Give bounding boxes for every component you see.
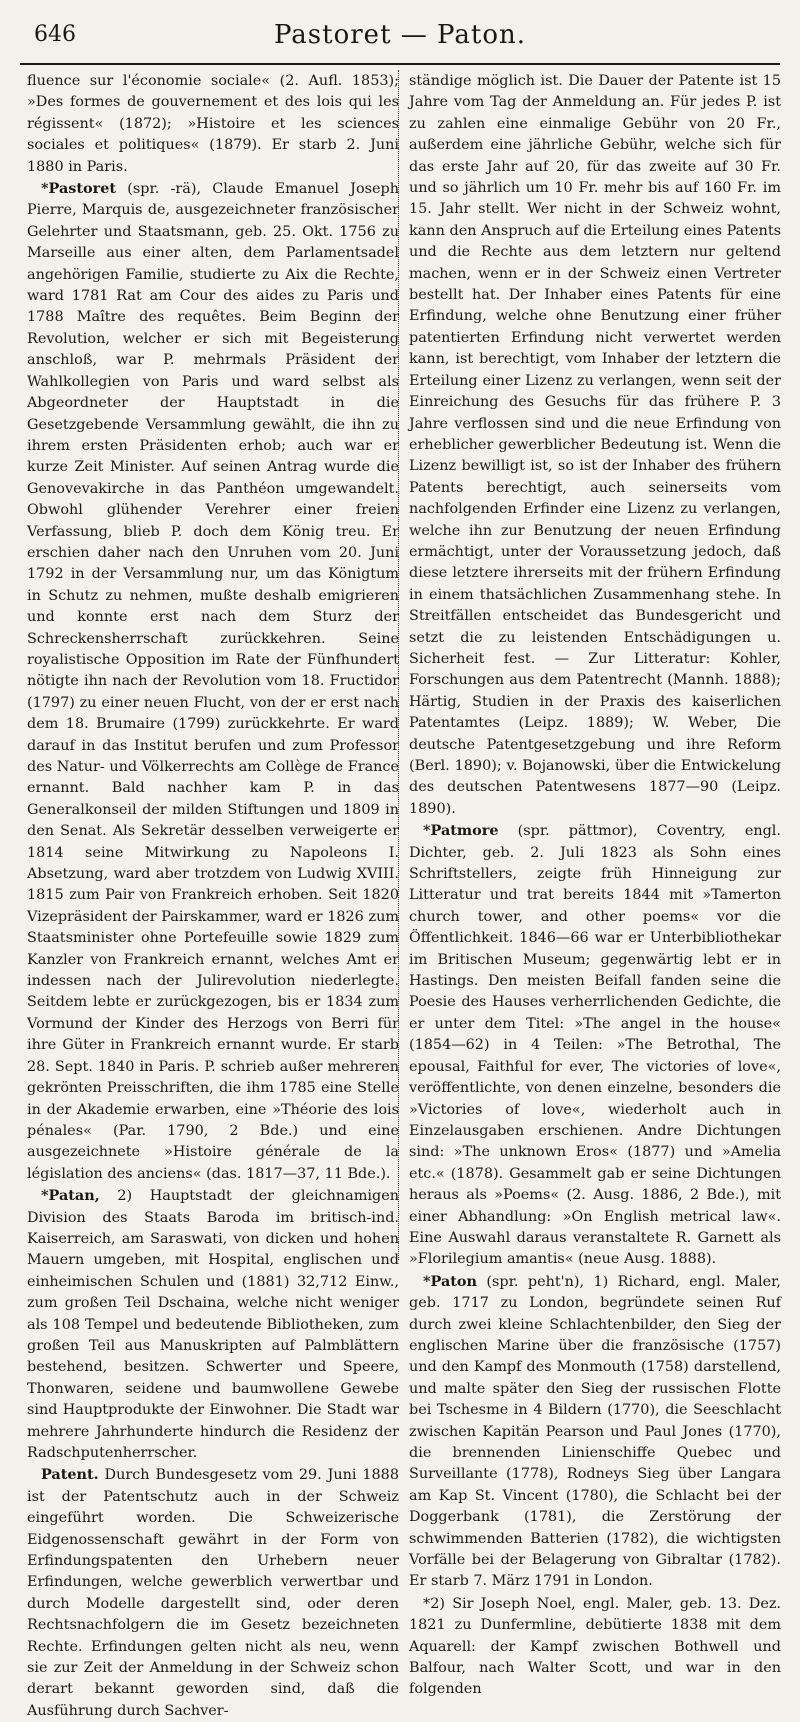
entry-text: (spr. pättmor), Coventry, engl. Dichter, geb. 2. Juli 1823 als Sohn eines Schriftstellers, zeigte früh Hinneigung zur Litteratur und trat bereits 1844 mit »Tamerton church tower, and other poems« vor die Öffentlichkeit. 1846—66 war er Unterbibliothekar im Britischen Museum; gegenwärtig lebt er in Hastings. Den meisten Beifall fanden seine die Poesie des Hauses verherrlichenden Gedichte, die er unter dem Titel: »The angel in the house« (1854—62) in 4 Teilen: »The Betrothal, The epousal, Faithful for ever, The victories of love«, veröffentlichte, von denen einzelne, besonders die »Victories of love«, wiederholt auch in Einzelausgaben erschienen. Andre Dichtungen sind: »The unknown Eros« (1877) und »Amelia etc.« (1878). Gesammelt gab er seine Dichtungen heraus als »Poems« (2. Ausg. 1886, 2 Bde.), mit einer Abhandlung: »On English metrical law«. Eine Auswahl daraus veranstaltete R. Garnett als »Florilegium amantis« (neue Ausg. 1888). <box>409 823 781 1268</box>
entry-fluence-continuation <box>27 70 399 178</box>
entry-paton-joseph-noel <box>409 1593 781 1701</box>
entry-headword: *Patmore <box>423 822 499 840</box>
entry-text: fluence sur l'économie sociale« (2. Aufl. 1853); »Des formes de gouvernement et des lois qui les régissent« (1872); »Histoire et les sciences sociales et politiques« (1879). Er starb 2. Juni 1880 in Paris. <box>27 73 399 175</box>
entry-text: (spr. peht'n), 1) Richard, engl. Maler, geb. 1717 zu London, begründete seinen Ruf durch zwei kleine Schlachtenbilder, den Sieg der englischen Marine über die französische (1757) und den Kampf des Monmouth (1758) darstellend, und malte später den Sieg der russischen Flotte bei Tschesme in 4 Bildern (1770), die Seeschlacht zwischen Kapitän Pearson und Paul Jones (1770), die brennenden Linienschiffe Quebec und Surveillante (1778), Rodneys Sieg über Langara am Kap St. Vincent (1780), die Schlacht bei der Doggerbank (1781), die Zerstörung der schwimmenden Batterien (1782), die wichtigsten Vorfälle bei der Belagerung von Gibraltar (1782). Er starb 7. März 1791 in London. <box>409 1273 781 1590</box>
entry-headword: *Paton <box>423 1272 477 1290</box>
header-rule <box>20 63 780 65</box>
entry-headword: *Patan, <box>41 1187 100 1205</box>
entry-patan <box>27 1185 399 1464</box>
running-head: Pastoret — Paton. <box>273 20 526 50</box>
right-column <box>409 70 781 1701</box>
entry-patent-continuation <box>409 70 781 820</box>
entry-text: 2) Hauptstadt der gleichnamigen Division des Staats Baroda im britisch-ind. Kaiserreich, am Saraswati, von dicken und hohen Mauern umgeben, mit Hospital, englischen und einheimischen Schulen und (1881) 32,712 Einw., zum großen Teil Dschaina, welche nicht weniger als 108 Tempel und bedeutende Bibliotheken, zum großen Teil aus Manuskripten auf Palmblättern bestehend, besitzen. Schwerter und Speere, Thonwaren, seidene und baumwollene Gewebe sind Hauptprodukte der Einwohner. Die Stadt war mehrere Jahrhunderte hindurch die Residenz der Radschputenherrscher. <box>27 1188 399 1461</box>
entry-patmore <box>409 820 781 1271</box>
entry-paton-richard <box>409 1271 781 1593</box>
page-number: 646 <box>34 22 76 47</box>
entry-text: Durch Bundesgesetz vom 29. Juni 1888 ist der Patentschutz auch in der Schweiz eingeführt worden. Die Schweizerische Eidgenossenschaft gewährt in der Form von Erfindungspatenten den Urhebern neuer Erfindungen, welche gewerblich verwertbar und durch Modelle dargestellt sind, oder deren Rechtsnachfolgern die im Gesetz bezeichneten Rechte. Erfindungen gelten nicht als neu, wenn sie zur Zeit der Anmeldung in der Schweiz schon derart bekannt geworden sind, daß die Ausführung durch Sachver- <box>27 1467 399 1719</box>
entry-headword: *Pastoret <box>41 180 117 198</box>
entry-text: ständige möglich ist. Die Dauer der Patente ist 15 Jahre vom Tag der Anmeldung an. Für jedes P. ist zu zahlen eine einmalige Gebühr von 20 Fr., außerdem eine jährliche Gebühr, welche sich für das erste Jahr auf 20, für das zweite auf 30 Fr. und so jährlich um 10 Fr. mehr bis auf 160 Fr. im 15. Jahr stellt. Wer nicht in der Schweiz wohnt, kann den Anspruch auf die Erteilung eines Patents und die Rechte aus dem letztern nur geltend machen, wenn er in der Schweiz einen Vertreter bestellt hat. Der Inhaber eines Patents für eine Erfindung, welche ohne Benutzung einer früher patentierten Erfindung nicht verwertet werden kann, ist berechtigt, vom Inhaber der letztern die Erteilung einer Lizenz zu verlangen, wenn seit der Einreichung des Gesuchs für das frühere P. 3 Jahre verflossen sind und die neue Erfindung von erheblicher gewerblicher Bedeutung ist. Wenn die Lizenz bewilligt ist, so ist der Inhaber des frühern Patents berechtigt, auch seinerseits vom nachfolgenden Erfinder eine Lizenz zu verlangen, welche ihn zur Benutzung der neuen Erfindung ermächtigt, unter der Voraussetzung jedoch, daß diese letztere ihrerseits mit der frühern Erfindung in einem thatsächlichen Zusammenhang stehe. In Streitfällen entscheidet das Bundesgericht und setzt die zu leistenden Entschädigungen u. Sicherheit fest. — Zur Litteratur: Kohler, Forschungen aus dem Patentrecht (Mannh. 1888); Härtig, Studien in der Praxis des kaiserlichen Patentamtes (Leipz. 1889); W. Weber, Die deutsche Patentgesetzgebung und ihre Reform (Berl. 1890); v. Bojanowski, über die Entwickelung des deutschen Patentwesens 1877—90 (Leipz. 1890). <box>409 73 781 817</box>
entry-pastoret <box>27 178 399 1185</box>
entry-text: (spr. -rä), Claude Emanuel Joseph Pierre, Marquis de, ausgezeichneter französischer Gelehrter und Staatsmann, geb. 25. Okt. 1756 zu Marseille aus einer alten, dem Parlamentsadel angehörigen Familie, studierte zu Aix die Rechte, ward 1781 Rat am Cour des aides zu Paris und 1788 Maître des requêtes. Beim Beginn der Revolution, welcher er sich mit Begeisterung anschloß, war P. mehrmals Präsident der Wahlkollegien von Paris und ward selbst als Abgeordneter der Hauptstadt in die Gesetzgebende Versammlung gewählt, die ihn zu ihrem ersten Präsidenten erhob; auch war er kurze Zeit Minister. Auf seinen Antrag wurde die Genovevakirche in das Panthéon umgewandelt. Obwohl glühender Verehrer einer freien Verfassung, blieb P. doch dem König treu. Er erschien daher nach den Unruhen vom 20. Juni 1792 in der Versammlung nur, um das Königtum in Schutz zu nehmen, mußte deshalb emigrieren und konnte erst nach dem Sturz der Schreckensherrschaft zurückkehren. Seine royalistische Opposition im Rate der Fünfhundert nötigte ihn nach der Revolution vom 18. Fructidor (1797) zu einer neuen Flucht, von der er erst nach dem 18. Brumaire (1799) zurückkehrte. Er ward darauf in das Institut berufen und zum Professor des Natur- und Völkerrechts am Collège de France ernannt. Bald nachher kam P. in das Generalkonseil der milden Stiftungen und 1809 in den Senat. Als Sekretär desselben verweigerte er 1814 seine Mitwirkung zu Napoleons I. Absetzung, ward aber trotzdem von Ludwig XVIII. 1815 zum Pair von Frankreich erhoben. Seit 1820 Vizepräsident der Pairskammer, ward er 1826 zum Staatsminister ohne Portefeuille sowie 1829 zum Kanzler von Frankreich ernannt, welches Amt er indessen nach der Julirevolution niederlegte. Seitdem lebte er zurückgezogen, bis er 1834 zum Vormund der Kinder des Herzogs von Berri für ihre Güter in Frankreich ernannt wurde. Er starb 28. Sept. 1840 in Paris. P. schrieb außer mehreren gekrönten Preisschriften, die ihm 1785 eine Stelle in der Akademie erwarben, eine »Théorie des lois pénales« (Par. 1790, 2 Bde.) und eine ausgezeichnete »Histoire générale de la législation des anciens« (das. 1817—37, 11 Bde.). <box>27 181 399 1182</box>
entry-patent <box>27 1464 399 1722</box>
column-divider <box>398 70 399 1260</box>
page-header <box>20 20 780 60</box>
left-column <box>27 70 399 1722</box>
entry-text: *2) Sir Joseph Noel, engl. Maler, geb. 13. Dez. 1821 zu Dunfermline, debütierte 1838 mit dem Aquarell: der Kampf zwischen Bothwell und Balfour, nach Walter Scott, und war in den folgenden <box>409 1595 781 1698</box>
entry-headword: Patent. <box>41 1466 99 1484</box>
